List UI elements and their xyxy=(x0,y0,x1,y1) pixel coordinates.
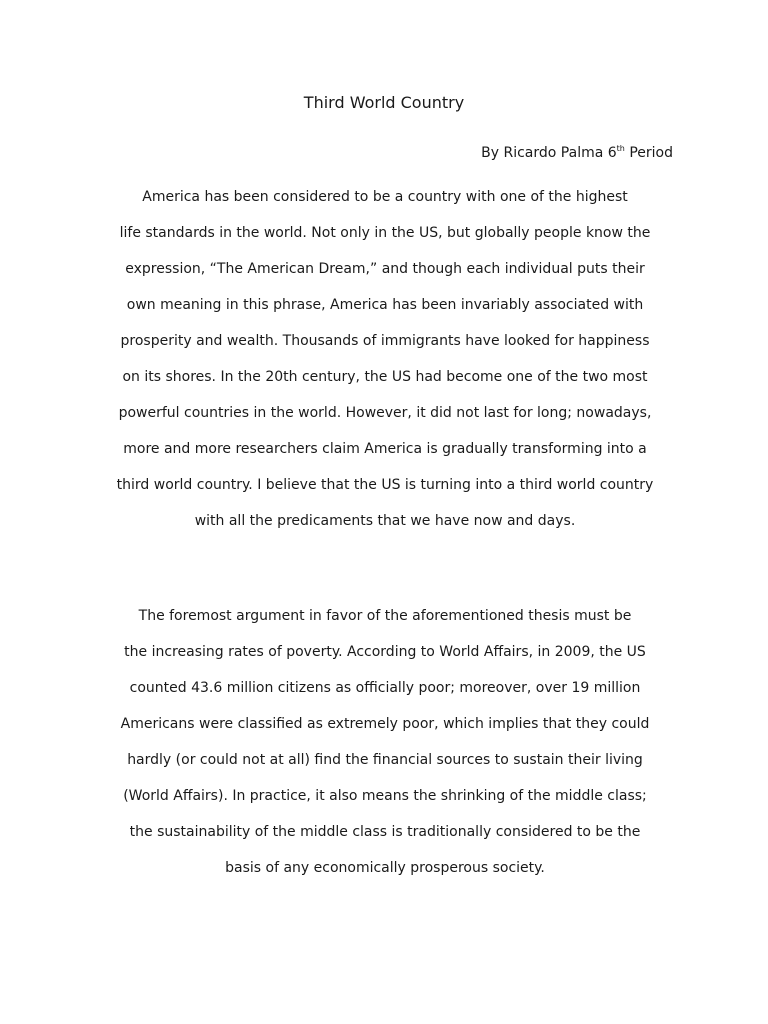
paragraph-line: third world country. I believe that the US is turning into a third world country xyxy=(116,477,654,493)
byline-prefix: By Ricardo Palma 6 xyxy=(481,145,617,161)
paragraph-line: America has been considered to be a country with one of the highest xyxy=(142,189,628,205)
paragraph-poverty-argument xyxy=(90,598,680,886)
paragraph-line: (World Affairs). In practice, it also means the shrinking of the middle class; xyxy=(123,788,647,804)
paragraph-line: Americans were classified as extremely poor, which implies that they could xyxy=(120,716,650,732)
paragraph-line: with all the predicaments that we have now and days. xyxy=(194,513,576,529)
paragraph-line: expression, “The American Dream,” and though each individual puts their xyxy=(125,261,645,277)
paragraph-line: life standards in the world. Not only in the US, but globally people know the xyxy=(119,225,651,241)
paragraph-line: prosperity and wealth. Thousands of immigrants have looked for happiness xyxy=(120,333,650,349)
paragraph-line: powerful countries in the world. However, it did not last for long; nowadays, xyxy=(118,405,652,421)
document-title: Third World Country xyxy=(303,93,465,112)
byline-suffix: Period xyxy=(624,145,673,161)
paragraph-line: basis of any economically prosperous society. xyxy=(225,860,545,876)
paragraph-line: more and more researchers claim America is gradually transforming into a xyxy=(123,441,647,457)
paragraph-line: The foremost argument in favor of the aforementioned thesis must be xyxy=(138,608,632,624)
paragraph-line: on its shores. In the 20th century, the US had become one of the two most xyxy=(122,369,648,385)
paragraph-line: the increasing rates of poverty. According to World Affairs, in 2009, the US xyxy=(124,644,646,660)
paragraph-intro xyxy=(90,179,680,539)
paragraph-line: the sustainability of the middle class is traditionally considered to be the xyxy=(129,824,641,840)
paragraph-line: counted 43.6 million citizens as officially poor; moreover, over 19 million xyxy=(129,680,641,696)
paragraph-line: hardly (or could not at all) find the financial sources to sustain their living xyxy=(127,752,643,768)
byline-superscript: th xyxy=(616,144,625,153)
paragraph-line: own meaning in this phrase, America has been invariably associated with xyxy=(126,297,644,313)
author-byline xyxy=(481,143,673,163)
